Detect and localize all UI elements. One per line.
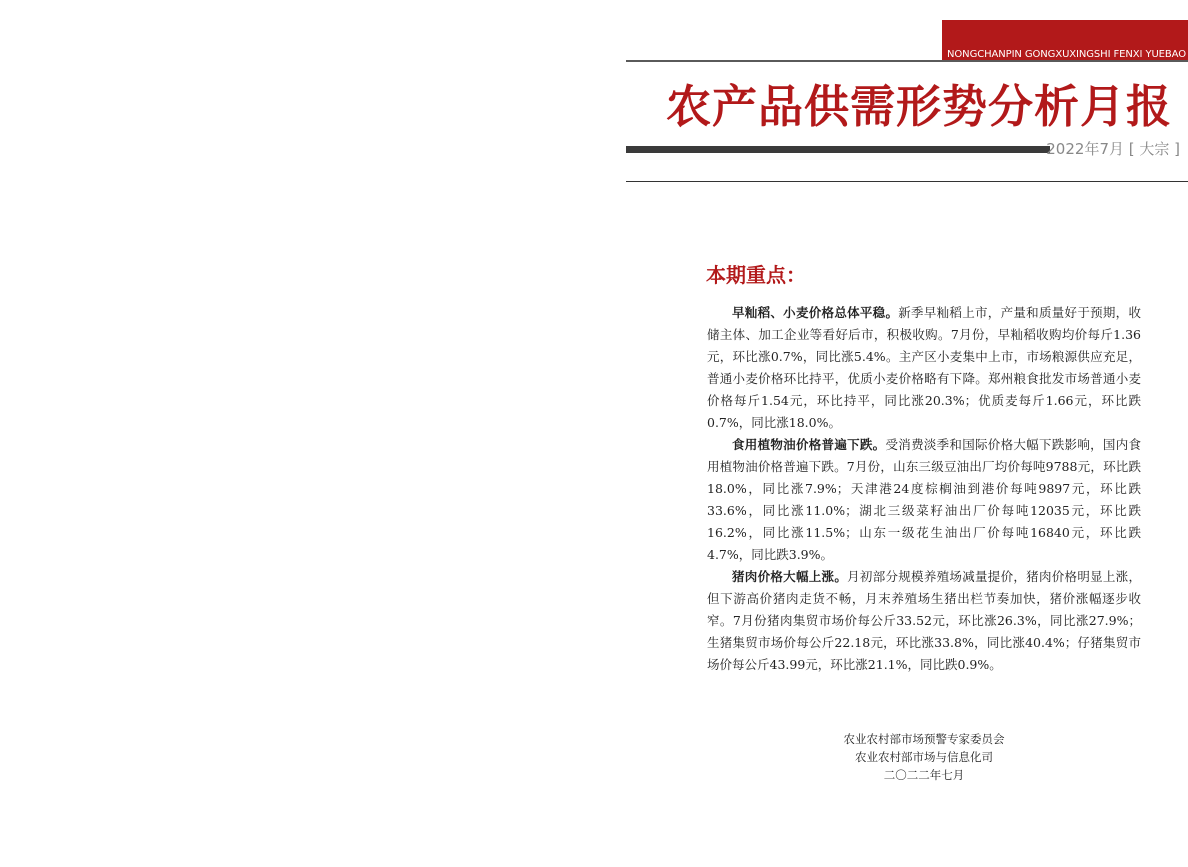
paragraph-pork [707,566,1141,676]
issue-date-label: 2022年7月 [ 大宗 ] [1046,140,1180,158]
page-title: 农产品供需形势分析月报 [665,80,1172,133]
header-bottom-rule [626,181,1188,182]
header-pinyin: NONGCHANPIN GONGXUXINGSHI FENXI YUEBAO [947,49,1186,60]
paragraph-oil [707,434,1141,566]
signature-date: 二〇二二年七月 [883,768,965,782]
paragraph-text: 受消费淡季和国际价格大幅下跌影响，国内食用植物油价格普遍下跌。7月份，山东三级豆油出厂均价每吨9788元，环比跌18.0%，同比涨7.9%；天津港24度棕榈油到港价每吨9897元，环比跌33.6%，同比涨11.0%；湖北三级菜籽油出厂价每吨12035元，环比跌16.2%，同比涨11.5%；山东一级花生油出厂价每吨16840元，环比跌4.7%，同比跌3.9%。 [707,437,1141,562]
paragraph-lead: 早籼稻、小麦价格总体平稳。 [732,305,899,320]
section-heading: 本期重点： [706,263,806,287]
header-red-bar [942,20,1188,61]
paragraph-text: 月初部分规模养殖场减量提价，猪肉价格明显上涨，但下游高价猪肉走货不畅，月末养殖场生猪出栏节奏加快，猪价涨幅逐步收窄。7月份猪肉集贸市场价每公斤33.52元，环比涨26.3%，同比涨27.9%；生猪集贸市场价每公斤22.18元，环比涨33.8%，同比涨40.4%；仔猪集贸市场价每公斤43.99元，环比涨21.1%，同比跌0.9%。 [707,569,1141,672]
paragraph-lead: 食用植物油价格普遍下跌。 [732,437,886,452]
highlights-body [707,302,1141,676]
signature-org-1: 农业农村部市场预警专家委员会 [843,732,1005,746]
paragraph-text: 新季早籼稻上市，产量和质量好于预期，收储主体、加工企业等看好后市，积极收购。7月份，早籼稻收购均价每斤1.36元，环比涨0.7%，同比涨5.4%。主产区小麦集中上市，市场粮源供应充足，普通小麦价格环比持平，优质小麦价格略有下降。郑州粮食批发市场普通小麦价格每斤1.54元，环比持平，同比涨20.3%；优质麦每斤1.66元，环比跌0.7%，同比涨18.0%。 [707,305,1141,430]
paragraph-grain [707,302,1141,434]
header-top-rule [626,60,1188,62]
header-thick-rule [626,146,1050,153]
paragraph-lead: 猪肉价格大幅上涨。 [732,569,848,584]
signature-org-2: 农业农村部市场与信息化司 [855,750,993,764]
signature-block [780,730,1068,784]
